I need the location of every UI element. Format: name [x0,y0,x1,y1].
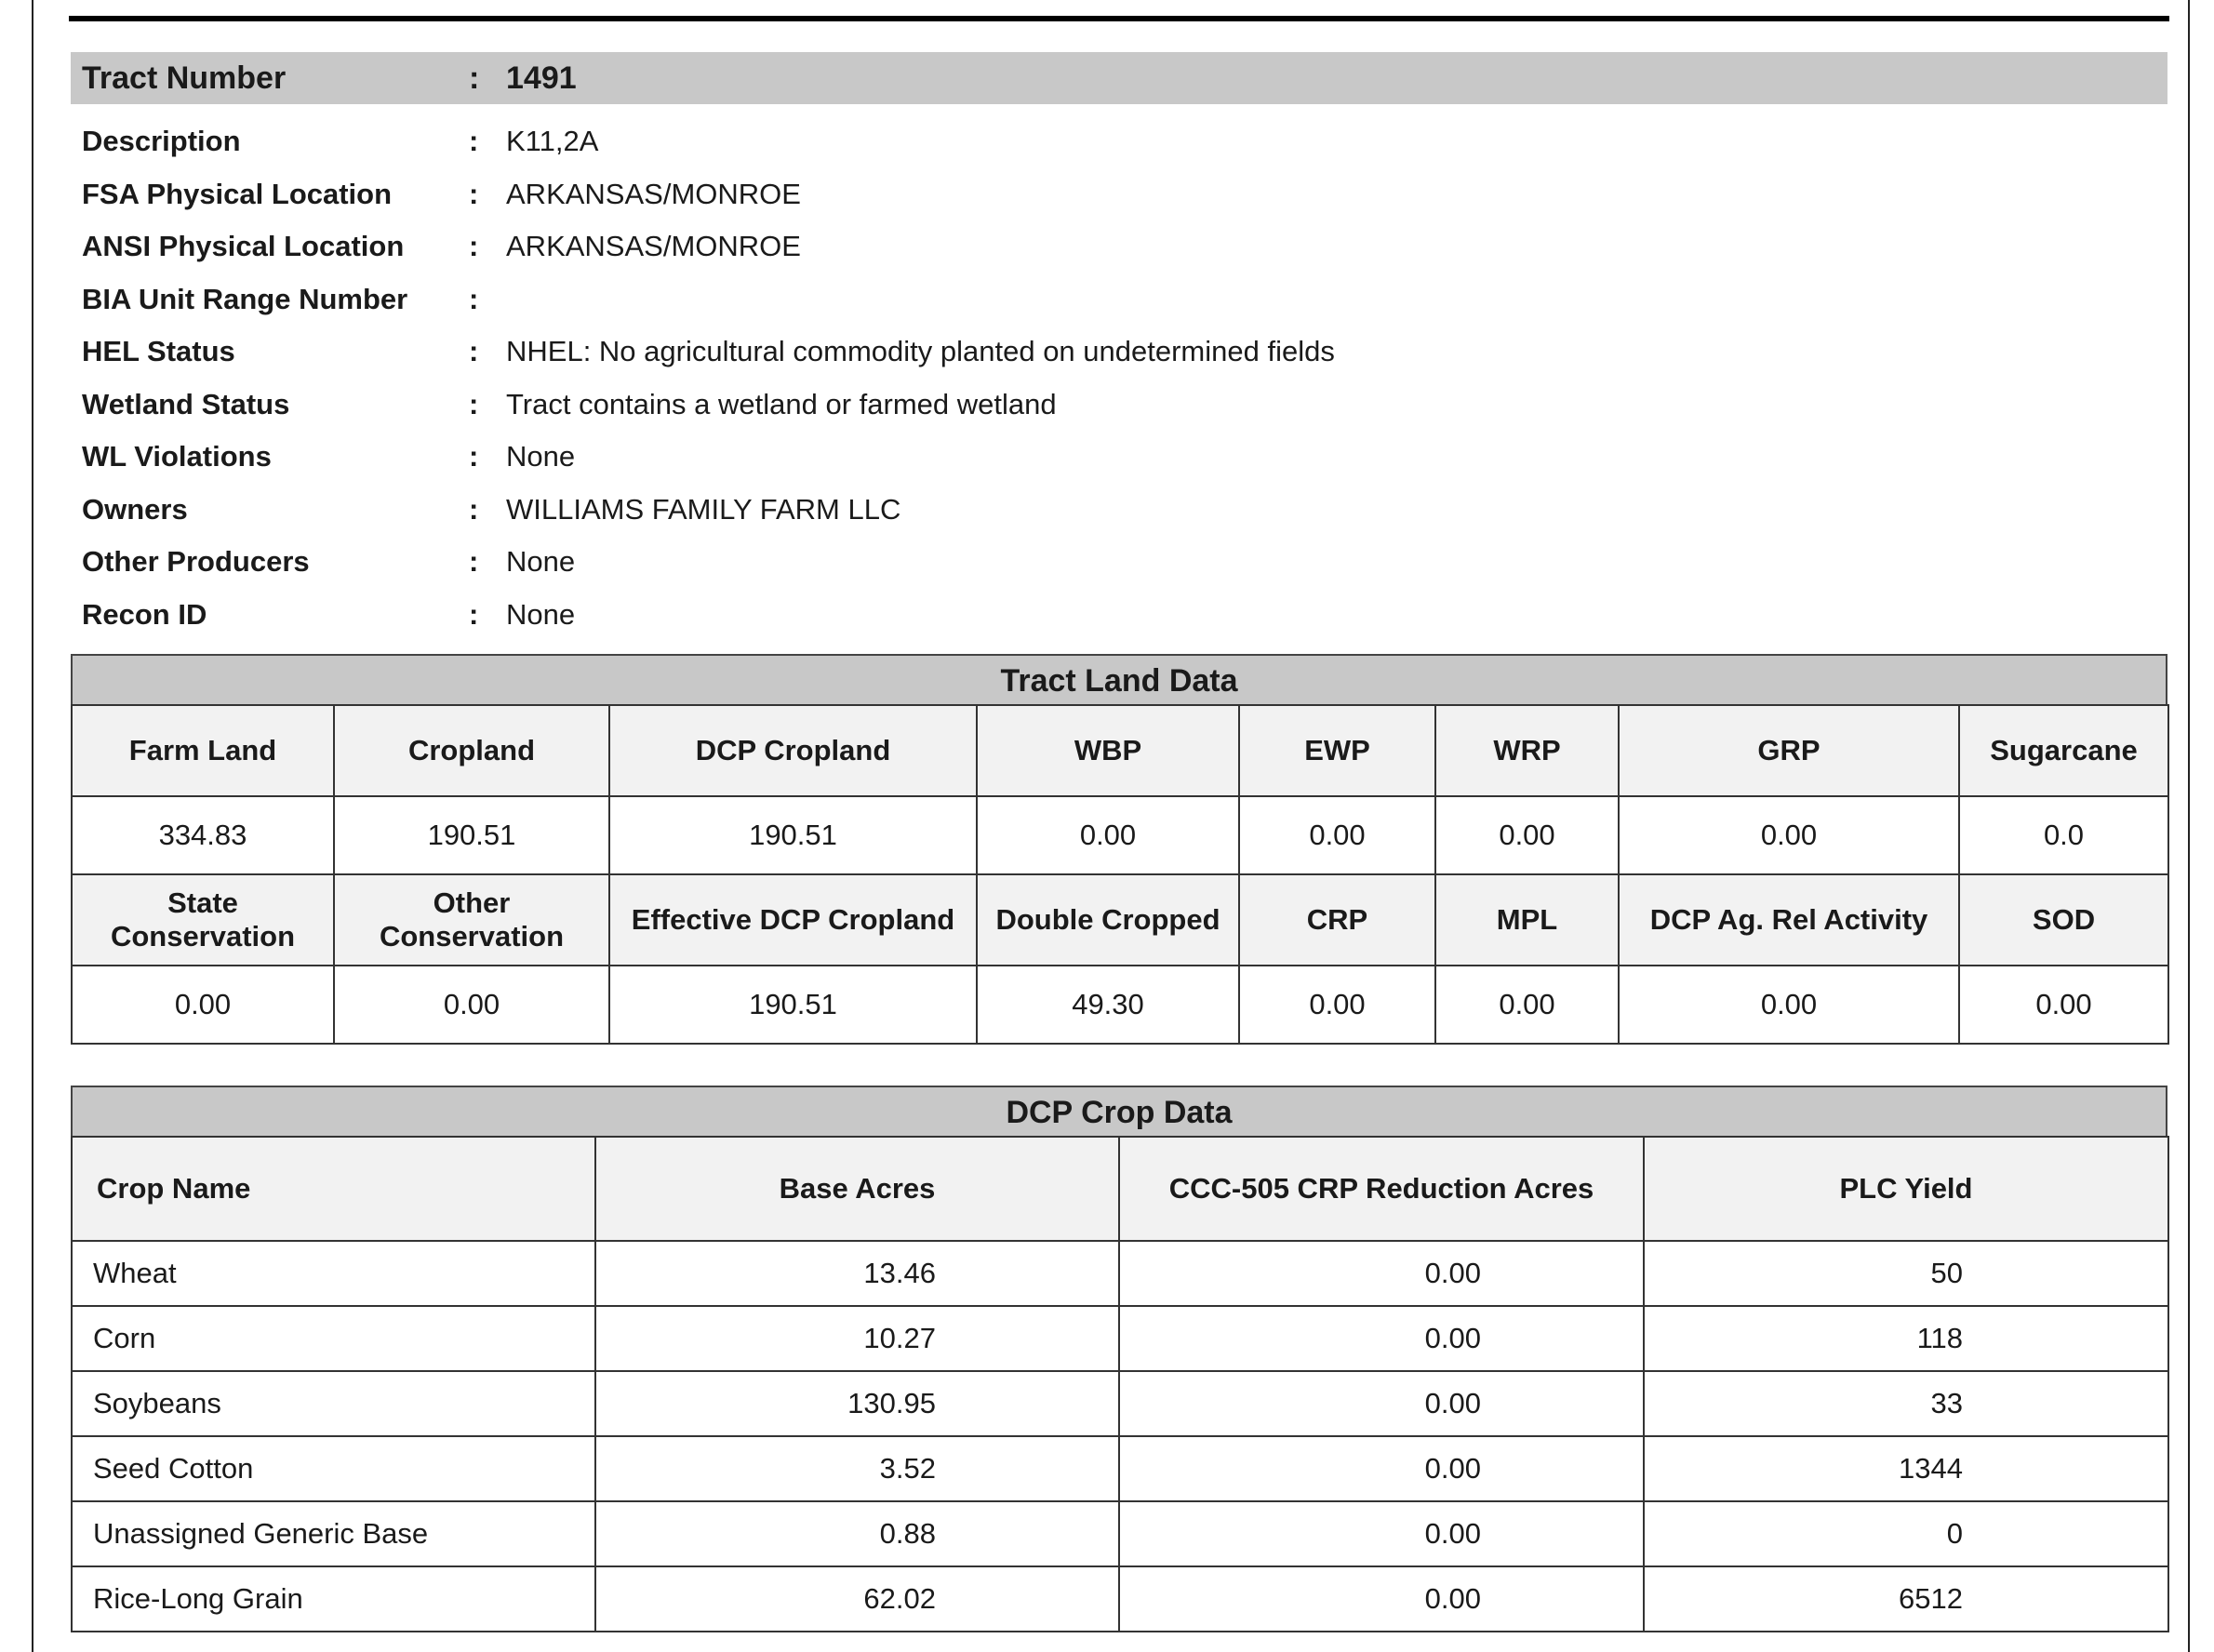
table-cell: 190.51 [609,966,977,1044]
tract-land-data-title: Tract Land Data [71,654,2167,704]
table-row [72,1306,2168,1371]
table-row [72,1501,2168,1566]
crp-reduction-cell: 0.00 [1119,1501,1644,1566]
table-cell: 0.00 [1959,966,2168,1044]
table-cell: 49.30 [977,966,1239,1044]
table-row [72,1241,2168,1306]
info-value: K11,2A [506,125,599,158]
info-colon: : [469,125,479,158]
info-row-owners [71,484,2167,537]
page-border-right [2188,0,2190,1652]
info-row-wl-violations [71,431,2167,484]
table-row [72,1371,2168,1436]
column-header: EWP [1239,705,1435,796]
info-value: ARKANSAS/MONROE [506,230,801,263]
plc-yield-cell: 118 [1644,1306,2168,1371]
info-colon: : [469,387,479,420]
column-header: Cropland [334,705,609,796]
table-cell: 190.51 [609,796,977,874]
info-label: Wetland Status [82,387,290,420]
tract-document [71,52,2167,1632]
info-label: WL Violations [82,440,272,473]
dcp-crop-data-section [71,1086,2167,1632]
info-colon: : [469,597,479,631]
table-cell: 0.00 [1435,796,1619,874]
info-value: Tract contains a wetland or farmed wetland [506,387,1057,420]
table-cell: 0.00 [334,966,609,1044]
crp-reduction-cell: 0.00 [1119,1436,1644,1501]
land-header-row [72,874,2168,966]
crp-reduction-cell: 0.00 [1119,1306,1644,1371]
plc-yield-cell: 33 [1644,1371,2168,1436]
info-value: WILLIAMS FAMILY FARM LLC [506,492,901,526]
crp-reduction-cell: 0.00 [1119,1371,1644,1436]
table-cell: 0.00 [1239,796,1435,874]
crp-reduction-cell: 0.00 [1119,1566,1644,1632]
info-row-fsa-location [71,168,2167,221]
info-value: ARKANSAS/MONROE [506,177,801,210]
top-rule [69,16,2169,21]
info-row-recon-id [71,589,2167,642]
info-label: ANSI Physical Location [82,230,405,263]
crop-name-cell: Soybeans [72,1371,595,1436]
column-header: DCP Cropland [609,705,977,796]
info-value: NHEL: No agricultural commodity planted on undetermined fields [506,335,1335,368]
info-label: Owners [82,492,188,526]
tract-info-list [71,115,2167,641]
table-cell: 0.00 [1619,966,1959,1044]
info-row-bia-unit [71,273,2167,326]
table-row [72,1436,2168,1501]
column-header: Base Acres [595,1137,1119,1241]
table-cell: 334.83 [72,796,334,874]
column-header: Double Cropped [977,874,1239,966]
table-cell: 0.00 [1619,796,1959,874]
info-row-ansi-location [71,220,2167,273]
column-header: Farm Land [72,705,334,796]
crop-name-cell: Wheat [72,1241,595,1306]
info-label: Description [82,125,241,158]
info-label: FSA Physical Location [82,177,393,210]
plc-yield-cell: 50 [1644,1241,2168,1306]
info-colon: : [469,282,479,315]
column-header: WBP [977,705,1239,796]
dcp-crop-data-table [71,1136,2169,1632]
crp-reduction-cell: 0.00 [1119,1241,1644,1306]
info-value: None [506,597,576,631]
table-row [72,1566,2168,1632]
land-value-row [72,966,2168,1044]
info-colon: : [469,230,479,263]
base-acres-cell: 62.02 [595,1566,1119,1632]
column-header: CRP [1239,874,1435,966]
base-acres-cell: 10.27 [595,1306,1119,1371]
tract-land-data-section [71,654,2167,1045]
crop-name-cell: Unassigned Generic Base [72,1501,595,1566]
crop-name-cell: Corn [72,1306,595,1371]
info-value: None [506,440,576,473]
column-header: Effective DCP Cropland [609,874,977,966]
table-cell: 190.51 [334,796,609,874]
info-colon: : [469,335,479,368]
table-cell: 0.00 [1435,966,1619,1044]
info-label: HEL Status [82,335,235,368]
tract-number-value: 1491 [506,60,577,96]
info-row-wetland-status [71,379,2167,432]
base-acres-cell: 130.95 [595,1371,1119,1436]
info-colon: : [469,177,479,210]
base-acres-cell: 13.46 [595,1241,1119,1306]
column-header: PLC Yield [1644,1137,2168,1241]
land-header-row [72,705,2168,796]
info-colon: : [469,440,479,473]
info-row-hel-status [71,326,2167,379]
column-header: GRP [1619,705,1959,796]
table-cell: 0.00 [1239,966,1435,1044]
column-header: Crop Name [72,1137,595,1241]
table-cell: 0.00 [977,796,1239,874]
info-label: Other Producers [82,545,310,579]
land-value-row [72,796,2168,874]
page-border-left [32,0,33,1652]
tract-number-header [71,52,2167,104]
crop-name-cell: Rice-Long Grain [72,1566,595,1632]
plc-yield-cell: 6512 [1644,1566,2168,1632]
crop-name-cell: Seed Cotton [72,1436,595,1501]
dcp-crop-data-title: DCP Crop Data [71,1086,2167,1136]
column-header: WRP [1435,705,1619,796]
info-value: None [506,545,576,579]
tract-number-colon: : [469,60,480,96]
info-label: Recon ID [82,597,207,631]
tract-number-label: Tract Number [82,60,287,96]
column-header: Other Conservation [334,874,609,966]
plc-yield-cell: 0 [1644,1501,2168,1566]
info-colon: : [469,545,479,579]
column-header: State Conservation [72,874,334,966]
tract-land-data-table [71,704,2169,1045]
column-header: SOD [1959,874,2168,966]
table-cell: 0.00 [72,966,334,1044]
column-header: DCP Ag. Rel Activity [1619,874,1959,966]
table-cell: 0.0 [1959,796,2168,874]
column-header: CCC-505 CRP Reduction Acres [1119,1137,1644,1241]
plc-yield-cell: 1344 [1644,1436,2168,1501]
base-acres-cell: 3.52 [595,1436,1119,1501]
info-label: BIA Unit Range Number [82,282,408,315]
info-colon: : [469,492,479,526]
crop-header-row [72,1137,2168,1241]
column-header: Sugarcane [1959,705,2168,796]
column-header: MPL [1435,874,1619,966]
base-acres-cell: 0.88 [595,1501,1119,1566]
info-row-description [71,115,2167,168]
info-row-other-producers [71,536,2167,589]
